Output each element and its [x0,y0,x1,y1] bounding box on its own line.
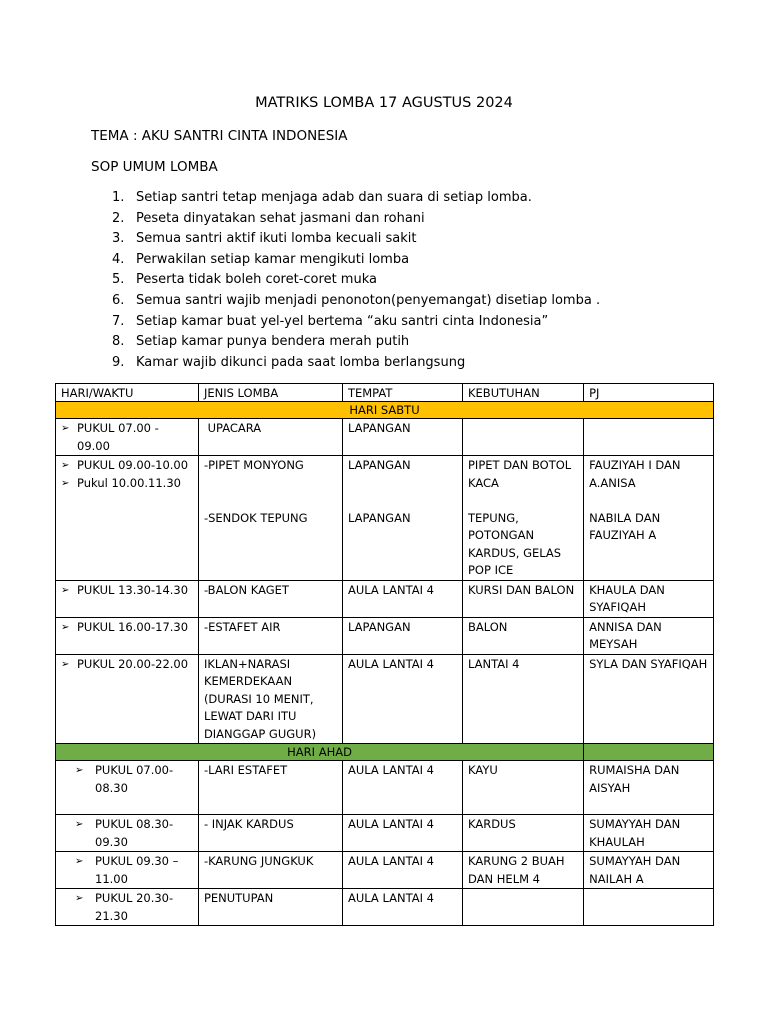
rule-item: 1. Setiap santri tetap menjaga adab dan suara di setiap lomba. [112,190,532,205]
rule-item: 3. Semua santri aktif ikuti lomba kecuali sakit [112,231,417,247]
rule-item: 9. Kamar wajib dikunci pada saat lomba berlangsung [112,354,466,370]
section-row-ahad [56,744,714,761]
rule-item: 6. Semua santri wajib menjadi penonoton(penyemangat) disetiap lomba . [112,292,601,308]
rules-list [112,188,712,373]
table-row: ➢ PUKUL 09.30 – 11.00 -KARUNG JUNGKUK AULA LANTAI 4 KARUNG 2 BUAH DAN HELM 4 SUMAYYAH DAN NAILAH A [56,852,714,889]
rule-item: 8. Setiap kamar punya bendera merah putih [112,334,410,350]
section-row-sabtu [56,402,714,419]
header-hari-waktu: HARI/WAKTU [56,384,199,402]
sop-heading: SOP UMUM LOMBA [91,159,218,175]
table-row: ➢ PUKUL 16.00-17.30 -ESTAFET AIR LAPANGAN BALON ANNISA DAN MEYSAH [56,617,714,654]
header-tempat: TEMPAT [342,384,462,402]
schedule-table [55,383,714,926]
section-label-ahad: HARI AHAD [56,744,584,761]
header-kebutuhan: KEBUTUHAN [463,384,584,402]
arrow-bullet-icon: ➢ [75,893,84,904]
table-row: ➢ PUKUL 09.00-10.00 ➢ Pukul 10.00.11.30 -PIPET MONYONG -SENDOK TEPUNG LAPANGAN LAPANGAN PIPET DAN BOTOL KACA TEPUNG, POTONGAN KARDUS, GELAS POP ICE FAUZIYAH I DAN A.ANISA NABILA DAN FAUZIYAH A [56,456,714,581]
header-pj: PJ [584,384,714,402]
document-title: MATRIKS LOMBA 17 AGUSTUS 2024 [255,95,513,111]
rule-item: 2. Peseta dinyatakan sehat jasmani dan rohani [112,210,425,226]
arrow-bullet-icon: ➢ [61,584,70,596]
table-row: ➢ PUKUL 20.00-22.00 IKLAN+NARASI KEMERDEKAAN (DURASI 10 MENIT, LEWAT DARI ITU DIANGGAP GUGUR) AULA LANTAI 4 LANTAI 4 SYLA DAN SYAFIQAH [56,654,714,744]
arrow-bullet-icon: ➢ [61,423,70,434]
arrow-bullet-icon: ➢ [61,460,70,471]
arrow-bullet-icon: ➢ [75,765,84,776]
arrow-bullet-icon: ➢ [61,477,70,489]
arrow-bullet-icon: ➢ [75,819,84,830]
section-label-sabtu: HARI SABTU [56,402,714,419]
arrow-bullet-icon: ➢ [61,658,70,670]
rule-item: 4. Perwakilan setiap kamar mengikuti lomba [112,251,410,267]
table-header-row [56,384,714,402]
table-row: ➢ PUKUL 07.00 - 09.00 UPACARA LAPANGAN [56,419,714,456]
arrow-bullet-icon: ➢ [61,621,70,633]
header-jenis-lomba: JENIS LOMBA [198,384,342,402]
rule-item: 7. Setiap kamar buat yel-yel bertema “aku santri cinta Indonesia” [112,313,549,329]
table-row: ➢ PUKUL 13.30-14.30 -BALON KAGET AULA LANTAI 4 KURSI DAN BALON KHAULA DAN SYAFIQAH [56,580,714,617]
table-row: ➢ PUKUL 08.30-09.30 - INJAK KARDUS AULA LANTAI 4 KARDUS SUMAYYAH DAN KHAULAH [56,815,714,852]
rule-item: 5. Peserta tidak boleh coret-coret muka [112,272,377,288]
tema-line: TEMA : AKU SANTRI CINTA INDONESIA [91,128,348,144]
arrow-bullet-icon: ➢ [75,856,84,867]
table-row: ➢ PUKUL 07.00-08.30 -LARI ESTAFET AULA LANTAI 4 KAYU RUMAISHA DAN AISYAH [56,761,714,815]
table-row: ➢ PUKUL 20.30-21.30 PENUTUPAN AULA LANTAI 4 [56,889,714,926]
